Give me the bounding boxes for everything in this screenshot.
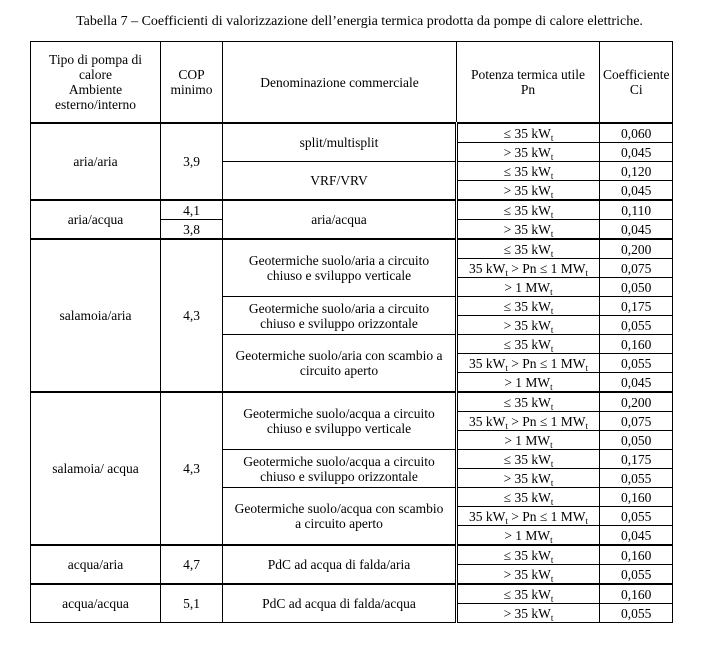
power-sub: t <box>550 439 553 450</box>
power-sub: t <box>550 228 554 239</box>
header-denominazione: Denominazione commerciale <box>223 42 457 124</box>
power-sub: t <box>550 324 554 335</box>
header-tipo-line: Ambiente <box>68 82 123 97</box>
coefficients-table <box>30 41 673 623</box>
power-label: > 35 kW <box>503 605 551 621</box>
table-row <box>31 545 673 565</box>
power-label: ≤ 35 kW <box>503 489 551 505</box>
power-label: > 35 kW <box>503 470 551 486</box>
header-potenza-line: Pn <box>520 82 536 97</box>
power-cell <box>457 316 600 335</box>
tipo-cell: acqua/acqua <box>31 584 161 623</box>
power-label: > Pn ≤ 1 MW <box>507 508 586 524</box>
power-cell <box>457 220 600 240</box>
power-cell <box>457 545 600 565</box>
power-sub: t <box>585 362 589 373</box>
denominazione-cell: PdC ad acqua di falda/acqua <box>223 584 457 623</box>
power-cell <box>457 584 600 604</box>
coefficient-cell: 0,045 <box>600 220 673 240</box>
coefficient-cell: 0,075 <box>600 259 673 278</box>
coefficient-cell: 0,075 <box>600 412 673 431</box>
coefficients-table-wrapper <box>30 41 673 623</box>
table-row <box>31 200 673 220</box>
power-label: > Pn ≤ 1 MW <box>507 260 586 276</box>
power-cell <box>457 143 600 162</box>
cop-cell: 4,7 <box>161 545 223 584</box>
power-sub: t <box>550 534 553 545</box>
power-label: 35 kW <box>468 413 506 429</box>
header-cop <box>161 42 223 124</box>
denominazione-line: a circuito aperto <box>295 516 383 531</box>
power-cell <box>457 507 600 526</box>
power-cell <box>457 200 600 220</box>
header-coefficiente-line: Ci <box>629 82 643 97</box>
header-row <box>31 42 673 124</box>
table-row <box>31 584 673 604</box>
header-tipo-line: esterno/interno <box>55 97 136 112</box>
coefficient-cell: 0,045 <box>600 373 673 393</box>
power-sub: t <box>550 496 554 507</box>
coefficient-cell: 0,045 <box>600 143 673 162</box>
power-cell <box>457 259 600 278</box>
header-cop-line: COP <box>178 67 205 82</box>
power-cell <box>457 450 600 469</box>
power-sub: t <box>550 151 554 162</box>
power-sub: t <box>505 515 508 526</box>
cop-cell: 3,8 <box>161 220 223 240</box>
power-label: ≤ 35 kW <box>503 547 551 563</box>
power-sub: t <box>550 458 554 469</box>
tipo-cell: acqua/aria <box>31 545 161 584</box>
denominazione-cell <box>223 450 457 488</box>
cop-cell: 4,3 <box>161 239 223 392</box>
denominazione-line: Geotermiche suolo/acqua a circuito <box>243 406 435 421</box>
power-sub: t <box>550 170 554 181</box>
power-sub: t <box>550 248 554 259</box>
denominazione-cell: PdC ad acqua di falda/aria <box>223 545 457 584</box>
denominazione-line: Geotermiche suolo/aria con scambio a <box>235 348 443 363</box>
header-cop-line: minimo <box>170 82 213 97</box>
power-sub: t <box>550 343 554 354</box>
coefficient-cell: 0,055 <box>600 507 673 526</box>
power-cell <box>457 354 600 373</box>
power-label: > 1 MW <box>504 374 551 390</box>
denominazione-line: chiuso e sviluppo verticale <box>266 421 412 436</box>
denominazione-cell <box>223 488 457 546</box>
coefficient-cell: 0,160 <box>600 335 673 354</box>
power-sub: t <box>550 593 554 604</box>
power-label: > Pn ≤ 1 MW <box>507 355 586 371</box>
power-label: ≤ 35 kW <box>503 394 551 410</box>
power-sub: t <box>585 515 589 526</box>
power-cell <box>457 162 600 181</box>
cop-cell: 5,1 <box>161 584 223 623</box>
power-label: ≤ 35 kW <box>503 202 551 218</box>
power-sub: t <box>585 420 589 431</box>
power-label: ≤ 35 kW <box>503 451 551 467</box>
power-cell <box>457 488 600 507</box>
header-coefficiente <box>600 42 673 124</box>
power-sub: t <box>550 612 554 623</box>
coefficient-cell: 0,175 <box>600 297 673 316</box>
power-label: > 35 kW <box>503 221 551 237</box>
header-tipo-line: Tipo di pompa di <box>49 52 142 67</box>
denominazione-line: Geotermiche suolo/acqua con scambio <box>234 501 444 516</box>
power-cell <box>457 469 600 488</box>
power-cell <box>457 181 600 201</box>
power-sub: t <box>550 209 554 220</box>
power-label: > 1 MW <box>504 279 551 295</box>
cop-cell: 3,9 <box>161 123 223 200</box>
power-sub: t <box>550 305 554 316</box>
table-row <box>31 123 673 143</box>
power-label: > 35 kW <box>503 317 551 333</box>
tipo-cell: salamoia/ acqua <box>31 392 161 545</box>
coefficient-cell: 0,110 <box>600 200 673 220</box>
power-label: > Pn ≤ 1 MW <box>507 413 586 429</box>
denominazione-line: Geotermiche suolo/aria a circuito <box>248 253 430 268</box>
coefficient-cell: 0,055 <box>600 565 673 585</box>
power-sub: t <box>550 381 553 392</box>
table-row <box>31 239 673 259</box>
denominazione-cell <box>223 335 457 393</box>
power-cell <box>457 239 600 259</box>
denominazione-line: Geotermiche suolo/acqua a circuito <box>243 453 435 469</box>
power-sub: t <box>550 286 553 297</box>
power-label: 35 kW <box>468 508 506 524</box>
coefficient-cell: 0,200 <box>600 392 673 412</box>
power-label: > 1 MW <box>504 432 551 448</box>
coefficient-cell: 0,175 <box>600 450 673 469</box>
power-cell <box>457 526 600 546</box>
power-label: > 35 kW <box>503 182 551 198</box>
denominazione-cell <box>223 239 457 297</box>
coefficient-cell: 0,045 <box>600 526 673 546</box>
tipo-cell: salamoia/aria <box>31 239 161 392</box>
header-potenza-line: Potenza termica utile <box>471 67 585 82</box>
power-sub: t <box>550 132 554 143</box>
power-cell <box>457 373 600 393</box>
tipo-cell: aria/acqua <box>31 200 161 239</box>
power-cell <box>457 604 600 623</box>
power-cell <box>457 565 600 585</box>
power-label: ≤ 35 kW <box>503 298 551 314</box>
coefficient-cell: 0,200 <box>600 239 673 259</box>
power-cell <box>457 392 600 412</box>
denominazione-line: Geotermiche suolo/aria a circuito <box>248 300 430 316</box>
coefficient-cell: 0,055 <box>600 316 673 335</box>
coefficient-cell: 0,055 <box>600 604 673 623</box>
power-sub: t <box>550 554 554 565</box>
power-label: ≤ 35 kW <box>503 586 551 602</box>
power-label: 35 kW <box>468 260 506 276</box>
denominazione-line: chiuso e sviluppo orizzontale <box>260 315 418 331</box>
power-cell <box>457 297 600 316</box>
denominazione-cell: VRF/VRV <box>223 162 457 201</box>
table-row <box>31 392 673 412</box>
power-cell <box>457 431 600 450</box>
power-label: > 1 MW <box>504 527 551 543</box>
power-sub: t <box>550 573 554 584</box>
power-label: ≤ 35 kW <box>503 125 551 141</box>
power-cell <box>457 123 600 143</box>
power-cell <box>457 278 600 297</box>
coefficient-cell: 0,160 <box>600 488 673 507</box>
coefficient-cell: 0,055 <box>600 354 673 373</box>
denominazione-cell <box>223 392 457 450</box>
power-label: 35 kW <box>468 355 506 371</box>
power-label: ≤ 35 kW <box>503 336 551 352</box>
power-sub: t <box>505 362 508 373</box>
header-coefficiente-line: Coefficiente <box>603 67 670 82</box>
coefficient-cell: 0,160 <box>600 545 673 565</box>
power-sub: t <box>505 420 508 431</box>
denominazione-line: circuito aperto <box>299 363 379 378</box>
power-cell <box>457 335 600 354</box>
coefficient-cell: 0,120 <box>600 162 673 181</box>
power-label: ≤ 35 kW <box>503 163 551 179</box>
power-sub: t <box>505 267 508 278</box>
power-sub: t <box>585 267 589 278</box>
cop-cell: 4,1 <box>161 200 223 220</box>
power-label: > 35 kW <box>503 144 551 160</box>
denominazione-cell: split/multisplit <box>223 123 457 162</box>
coefficient-cell: 0,160 <box>600 584 673 604</box>
header-potenza <box>457 42 600 124</box>
coefficient-cell: 0,050 <box>600 278 673 297</box>
coefficient-cell: 0,050 <box>600 431 673 450</box>
cop-cell: 4,3 <box>161 392 223 545</box>
header-tipo-line: calore <box>79 67 112 82</box>
denominazione-line: chiuso e sviluppo verticale <box>266 268 412 283</box>
denominazione-line: chiuso e sviluppo orizzontale <box>260 468 418 484</box>
power-sub: t <box>550 477 554 488</box>
power-label: ≤ 35 kW <box>503 241 551 257</box>
table-caption: Tabella 7 – Coefficienti di valorizzazione dell’energia termica prodotta da pompe di calore elettriche. <box>76 14 643 29</box>
power-sub: t <box>550 401 554 412</box>
tipo-cell: aria/aria <box>31 123 161 200</box>
coefficient-cell: 0,045 <box>600 181 673 201</box>
power-sub: t <box>550 189 554 200</box>
power-cell <box>457 412 600 431</box>
denominazione-cell: aria/acqua <box>223 200 457 239</box>
power-label: > 35 kW <box>503 566 551 582</box>
denominazione-cell <box>223 297 457 335</box>
header-tipo <box>31 42 161 124</box>
coefficient-cell: 0,055 <box>600 469 673 488</box>
coefficient-cell: 0,060 <box>600 123 673 143</box>
